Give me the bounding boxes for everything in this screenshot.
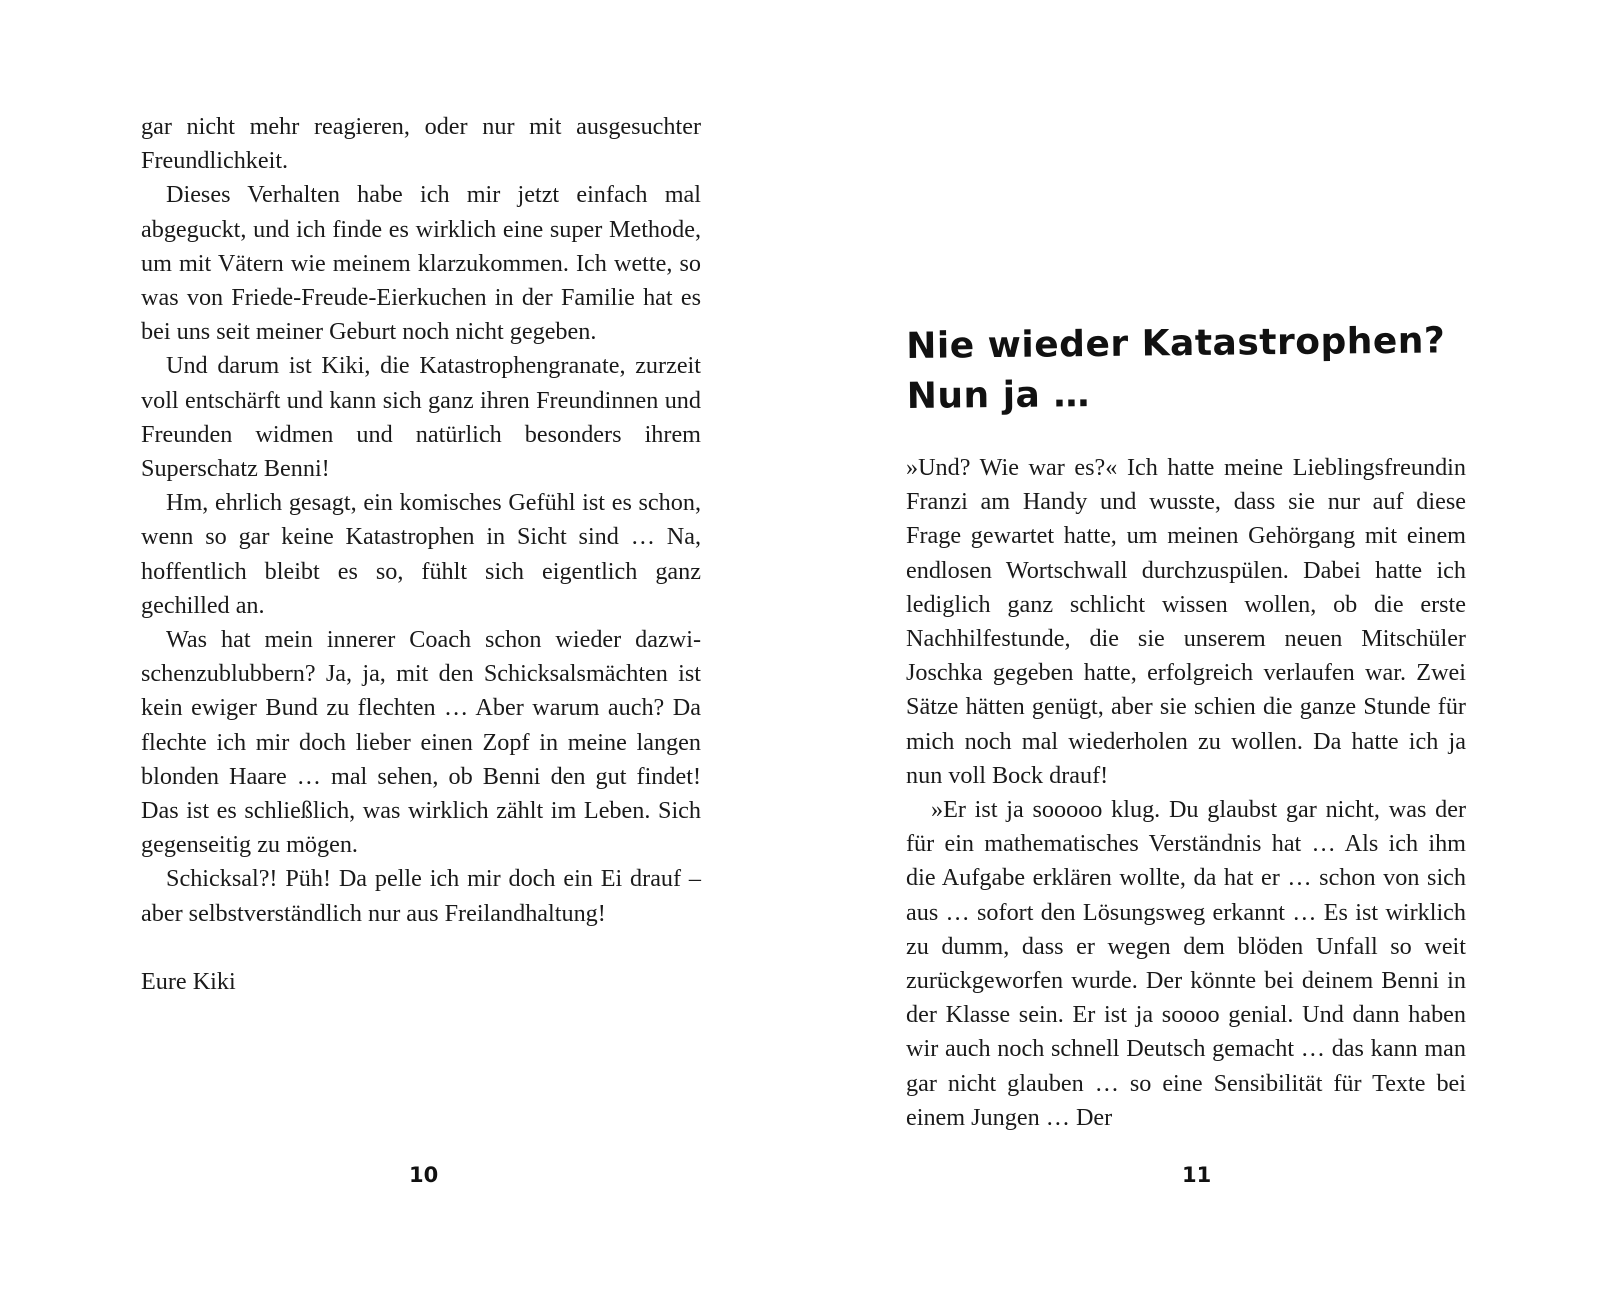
signature: Eure Kiki [141,967,236,995]
paragraph: Hm, ehrlich gesagt, ein komisches Gefühl ist es schon, wenn so gar keine Katastrophen in Sicht sind … Na, hoffentlich bleibt es so, fühlt sich eigentlich ganz gechilled an. [141,489,701,619]
paragraph: Schicksal?! Püh! Da pelle ich mir doch ein Ei drauf – aber selbstverständlich nur aus Freilandhaltung! [141,865,701,927]
paragraph: gar nicht mehr reagieren, oder nur mit ausgesuchter Freundlichkeit. [141,113,701,175]
chapter-title-line-2: Nun ja … [906,374,1091,417]
page-number-left: 10 [409,1163,439,1187]
paragraph: »Er ist ja sooooo klug. Du glaubst gar nicht, was der für ein mathematisches Verständnis hat … Als ich ihm die Aufgabe erklären wollte, da hat er … schon von sich aus … sofort den Lösungsweg erkannt … Es ist wirklich zu dumm, dass er wegen dem blöden Unfall so weit zurückgeworfen wurde. Der könnte bei deinem Benni in der Klasse sein. Er ist ja soooo genial. Und dann haben wir auch noch schnell Deutsch gemacht … das kann man gar nicht glauben … so eine Sensibilität für Texte bei einem Jungen … Der [906,796,1466,1131]
paragraph: Was hat mein innerer Coach schon wieder dazwischenzublubbern? Ja, ja, mit den Schicksalsmächten ist kein ewiger Bund zu flechten … Aber warum auch? Da flechte ich mir doch lieber einen Zopf in meine langen blonden Haare … mal sehen, ob Benni den gut findet! Das ist es schließlich, was wirklich zählt im Leben. Sich gegenseitig zu mögen. [141,626,701,859]
chapter-title [906,316,1467,422]
right-page [800,0,1600,1313]
paragraph: Und darum ist Kiki, die Katastrophengranate, zurzeit voll entschärft und kann sich ganz ihren Freundinnen und Freunden widmen und natürlich besonders ihrem Superschatz Benni! [141,352,701,483]
paragraph: »Und? Wie war es?« Ich hatte meine Lieblingsfreundin Franzi am Handy und wusste, dass sie nur auf diese Frage gewartet hatte, um meinen Gehörgang mit einem endlosen Wortschwall durchzuspülen. Dabei hatte ich lediglich ganz schlicht wissen wollen, ob die erste Nachhilfestunde, die sie unserem neuen Mitschüler Joschka gegeben hatte, erfolgreich verlaufen war. Zwei Sätze hätten genügt, aber sie schien die ganze Stunde für mich noch mal wiederholen zu wollen. Da hatte ich ja nun voll Bock drauf! [906,454,1466,789]
paragraph: Dieses Verhalten habe ich mir jetzt einfach mal abgeguckt, und ich finde es wirklich eine super Methode, um mit Vätern wie meinem klarzukommen. Ich wette, so was von Friede-Freude-Eierkuchen in der Familie hat es bei uns seit meiner Geburt noch nicht gegeben. [141,181,701,346]
page-number-right: 11 [1182,1163,1212,1187]
left-page-text [141,110,701,999]
right-page-text [906,451,1466,1135]
chapter-title-line-1: Nie wieder Katastrophen? [906,320,1446,367]
